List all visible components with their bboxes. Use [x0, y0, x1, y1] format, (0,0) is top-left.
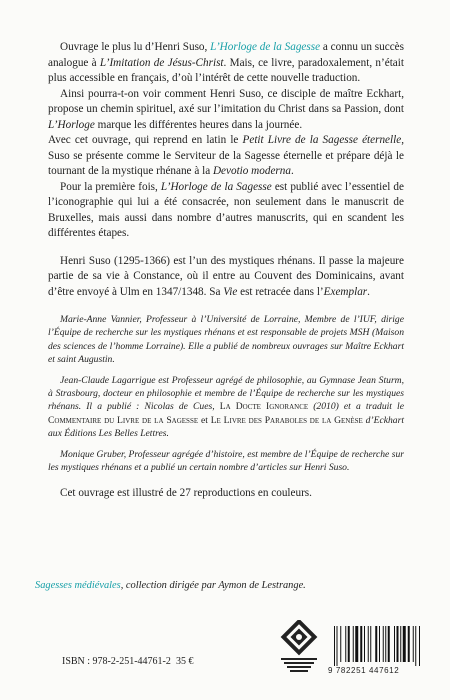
contributors-block: [48, 313, 404, 474]
back-cover-text: [48, 40, 404, 501]
intro-paragraph-4: Pour la première fois, L’Horloge de la Sagesse est publié avec l’essentiel de l’iconographie qui lui a été consacrée, non seulement dans le manuscrit de Bruxelles, mais aussi dans nombre d’autres manuscrits, qui en scandent les différentes étapes.: [48, 180, 404, 239]
series-name: Sagesses médiévales: [35, 580, 121, 591]
book-title-2: L’Horloge de la Sagesse: [160, 180, 272, 193]
vie-title: Vie: [223, 286, 238, 299]
contributor-lagarrigue: Jean-Claude Lagarrigue est Professeur agrégé de philosophie, au Gymnase Jean Sturm, à Strasbourg, docteur en philosophie et membre de l’Équipe de recherche sur les mystiques rhénans. Il a publié : Nicolas de Cues, La Docte Ignorance (2010) et a traduit le Commentaire du Livre de la Sagesse et Le Livre des Paraboles de la Genèse d’Eckhart aux Éditions Les Belles Lettres.: [48, 374, 404, 440]
description-block: [48, 40, 404, 242]
isbn: ISBN : 978-2-251-44761-2: [62, 656, 171, 667]
imitation-title: L’Imitation de Jésus-Christ: [99, 56, 224, 69]
petit-livre-title: Petit Livre de la Sagesse éternelle: [242, 134, 402, 146]
author-bio: Henri Suso (1295-1366) est l’un des mystiques rhénans. Il passe la majeure partie de sa vie à Constance, où il entre au Couvent des Dominicains, avant d’être envoyé à Ulm en 1347/1348. Sa Vie est retracée dans l’Exemplar.: [48, 254, 404, 299]
intro-paragraph-3: Avec cet ouvrage, qui reprend en latin le Petit Livre de la Sagesse éternelle, Suso se présente comme le Serviteur de la Sagesse éternelle et prépare déjà le tournant de la mystique rhénane à la Devotio moderna.: [48, 134, 405, 177]
intro-paragraph-2: Ainsi pourra-t-on voir comment Henri Suso, ce disciple de maître Eckhart, propose un chemin spirituel, axé sur l’imitation du Christ dans sa Passion, dont L’Horloge marque les différentes heures dans la journée.: [48, 87, 404, 131]
contributor-gruber: Monique Gruber, Professeur agrégée d’histoire, est membre de l’Équipe de recherche sur les mystiques rhénans et a publié un certain nombre d’articles sur Henri Suso.: [48, 448, 404, 473]
intro-paragraph-1: Ouvrage le plus lu d’Henri Suso, L’Horloge de la Sagesse a connu un succès analogue à L’Imitation de Jésus-Christ. Mais, ce livre, paradoxalement, n’était plus accessible en français, d’où l’intérêt de cette nouvelle traduction.: [48, 41, 404, 84]
book-title: L’Horloge de la Sagesse: [210, 41, 321, 53]
series-line: Sagesses médiévales, collection dirigée par Aymon de Lestrange.: [35, 580, 306, 591]
price: 35 €: [176, 656, 194, 667]
exemplar-title: Exemplar: [323, 286, 368, 299]
devotio-moderna: Devotio moderna: [212, 165, 291, 177]
isbn-barcode: [328, 626, 432, 676]
publisher-logo: [278, 620, 320, 676]
illustrations-note: Cet ouvrage est illustré de 27 reproductions en couleurs.: [60, 487, 312, 500]
contributor-vannier: Marie-Anne Vannier, Professeur à l’Université de Lorraine, Membre de l’IUF, dirige l’Équipe de recherche sur les mystiques rhénans et est responsable de projets MSH (Maison des sciences de l’homme Lorraine). Elle a publié de nombreux ouvrages sur Maître Eckhart et saint Augustin.: [48, 313, 404, 366]
horloge-title: L’Horloge: [48, 118, 95, 131]
barcode-digits: 9 782251 447612: [328, 666, 400, 675]
